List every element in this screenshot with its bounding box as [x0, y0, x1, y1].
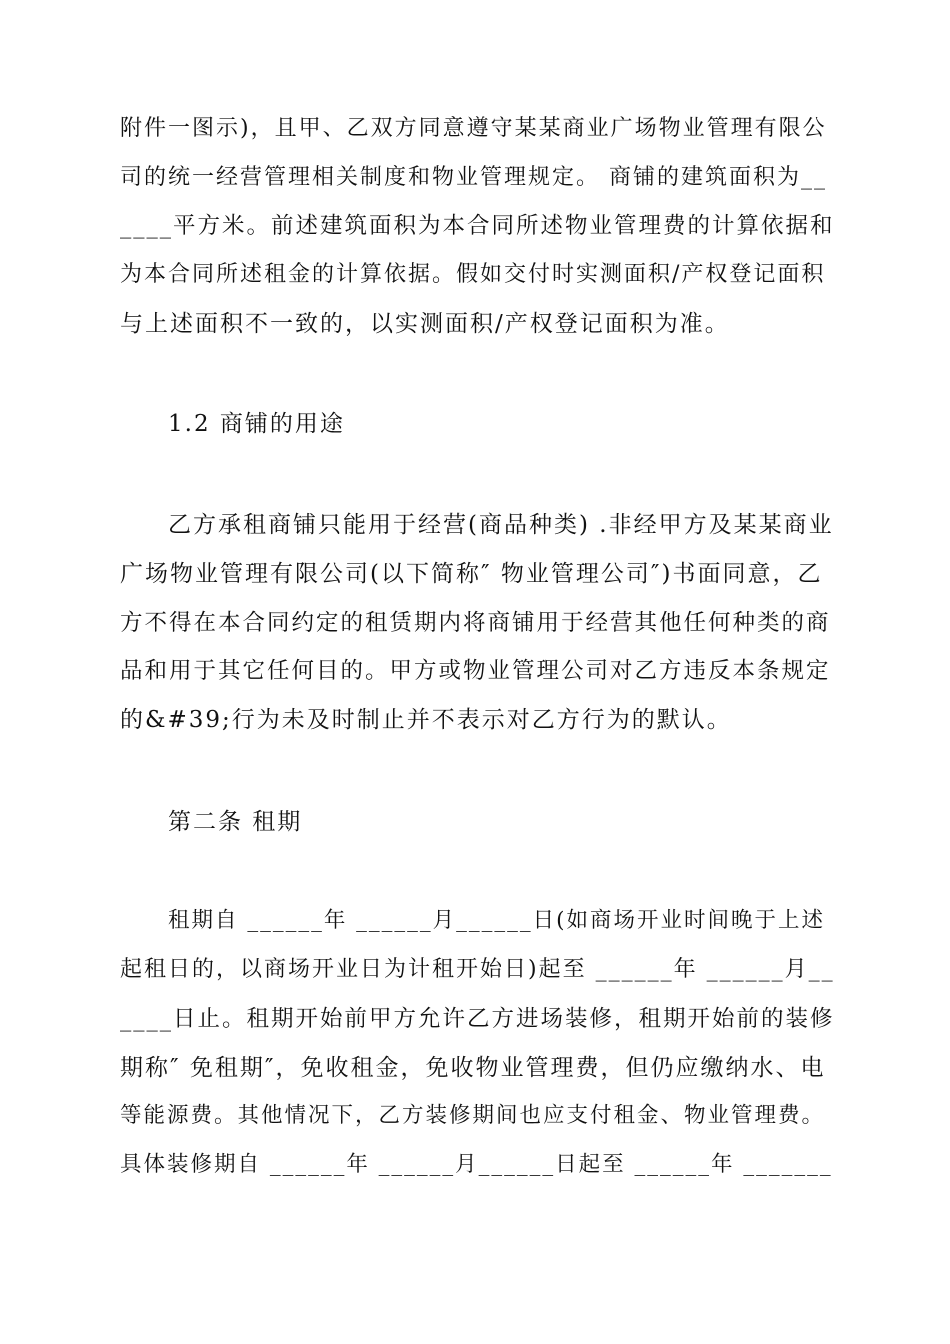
text-line: 租期自 ______年 ______月______日(如商场开业时间晚于上述 [168, 908, 826, 933]
article-heading: 第二条 租期 [168, 809, 303, 835]
text-line: ____日止。租期开始前甲方允许乙方进场装修，租期开始前的装修 [120, 1006, 835, 1032]
text-line: 附件一图示)，且甲、乙双方同意遵守某某商业广场物业管理有限公 [120, 116, 827, 141]
text-line: 广场物业管理有限公司(以下简称″ 物业管理公司″)书面同意，乙 [120, 561, 823, 587]
text-line: 等能源费。其他情况下，乙方装修期间也应支付租金、物业管理费。 [120, 1103, 826, 1128]
text-line: 品和用于其它任何目的。甲方或物业管理公司对乙方违反本条规定 [120, 658, 831, 684]
section-heading: 1.2 商铺的用途 [168, 411, 345, 437]
text-line: 乙方承租商铺只能用于经营(商品种类) .非经甲方及某某商业 [168, 512, 834, 538]
text-line: 为本合同所述租金的计算依据。假如交付时实测面积/产权登记面积 [120, 262, 826, 287]
text-line: 的&#39;行为未及时制止并不表示对乙方行为的默认。 [120, 707, 732, 733]
text-line: 司的统一经营管理相关制度和物业管理规定。 商铺的建筑面积为__ [120, 165, 827, 190]
text-line: 期称″ 免租期″，免收租金，免收物业管理费，但仍应缴纳水、电 [120, 1055, 826, 1081]
text-line: 方不得在本合同约定的租赁期内将商铺用于经营其他任何种类的商 [120, 610, 831, 636]
text-line: ____平方米。前述建筑面积为本合同所述物业管理费的计算依据和 [120, 213, 835, 239]
text-line: 起租日的，以商场开业日为计租开始日)起至 ______年 ______月__ [120, 957, 835, 982]
text-line: 具体装修期自 ______年 ______月______日起至 ______年 _______ [120, 1152, 833, 1177]
text-line: 与上述面积不一致的，以实测面积/产权登记面积为准。 [120, 311, 730, 337]
